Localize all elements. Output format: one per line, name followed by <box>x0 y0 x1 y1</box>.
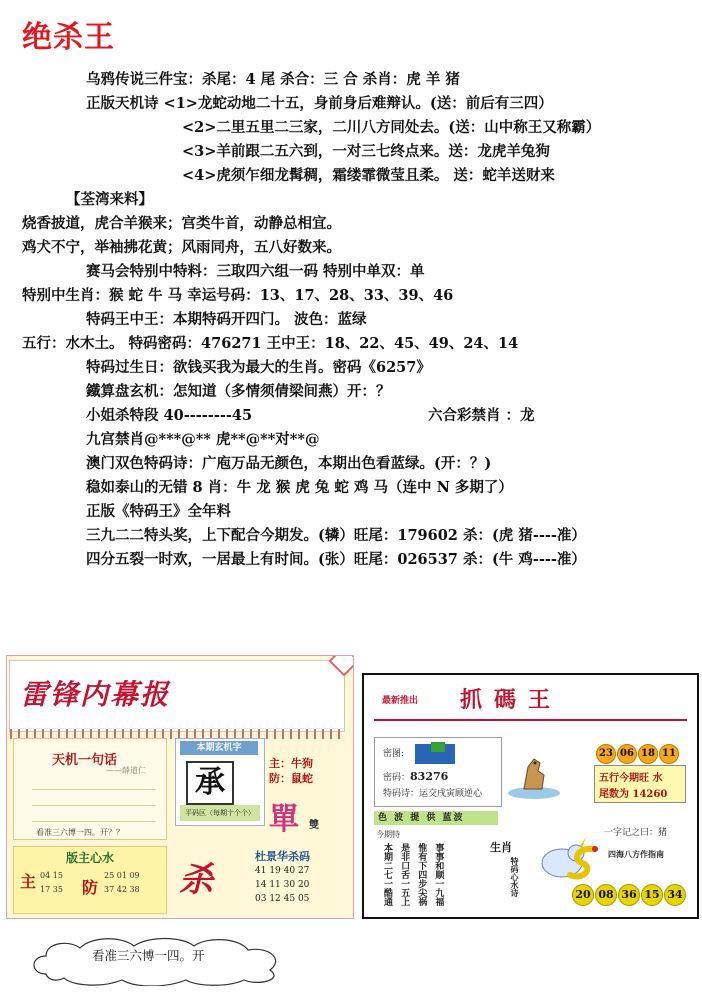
text-line: 特码过生日：欲钱买我为最大的生肖。密码《6257》 <box>86 359 431 376</box>
zhuamawang-panel <box>362 673 699 919</box>
leifeng-panel <box>6 655 354 919</box>
leifeng-title: 雷锋内幕报 <box>20 678 171 711</box>
text-line: 鐵算盘玄机：怎知道（多情须倩梁间燕）开：？ <box>86 383 391 400</box>
dsh-grid <box>255 864 309 906</box>
tianji-title: 天机一句话 <box>52 753 118 768</box>
banzhu-box <box>13 846 167 914</box>
temashi-row <box>383 786 482 799</box>
bose-band: 色 波 提 供 蓝波 <box>374 811 498 825</box>
number-ball: 34 <box>664 884 686 906</box>
dsh-title: 杜景华杀码 <box>255 850 310 863</box>
banzhu-zhu: 主 <box>20 872 37 891</box>
tianji-sub: ——薛道仁 <box>106 766 146 775</box>
temashi-label: 特码诗： <box>383 789 420 799</box>
text-line: 乌鸦传说三件宝：杀尾：4 尾 杀合：三 合 杀肖：虎 羊 猪 <box>86 71 460 88</box>
sihai-label: 四海八方作指南 <box>608 849 664 859</box>
divider <box>32 805 156 806</box>
fang-label: 防：鼠蛇 <box>269 772 313 785</box>
zhuamawang-title: 抓碼王 <box>460 687 563 713</box>
text-line: <3>羊前跟二五六到，一对三七终点来。送：龙虎羊兔狗 <box>182 143 550 160</box>
mima-row <box>383 770 448 783</box>
zhu-fang-labels <box>269 756 313 786</box>
dsh-row: 41 19 40 27 <box>255 866 310 876</box>
text-line: 稳如泰山的无错 8 肖：牛 龙 猴 虎 兔 蛇 鸡 马（连中 N 多期了） <box>86 479 513 496</box>
number-ball: 20 <box>572 884 594 906</box>
text-line: 鸡犬不宁，举袖拂花黄；风雨同舟，五八好数来。 <box>22 239 341 256</box>
cloud-text: 看准三六博一四。开 <box>92 948 205 963</box>
temashi-value: 运交戌寅顾逆心 <box>419 789 483 799</box>
text-line: 赛马会特别中特料：三取四六组一码 特别中单双：单 <box>86 263 425 280</box>
poem-column: 是非口舌一五上 <box>399 843 410 906</box>
mima-value: 83276 <box>410 770 449 783</box>
xuanji-char: 承 <box>186 761 234 805</box>
dsh-row: 03 12 45 05 <box>255 894 310 904</box>
divider <box>32 789 156 790</box>
mima-label: 密码： <box>383 773 411 783</box>
divider <box>32 821 156 822</box>
text-line: <2>二里五里二三家，二川八方同处去。(送：山中称王又称霸） <box>182 119 601 136</box>
mima-box <box>374 737 502 807</box>
tianji-box <box>13 738 167 840</box>
balls-top <box>596 741 680 764</box>
shengxiao-label: 生肖 <box>490 841 512 854</box>
text-line: 特码王中王：本期特码开四门。 波色：蓝绿 <box>86 311 367 328</box>
poem-column: 事事和顺一九福 <box>433 843 444 906</box>
number-ball: 36 <box>618 884 640 906</box>
dsh-row: 14 11 30 20 <box>255 880 310 890</box>
poem-column: 本期二七一酷通 <box>382 843 392 906</box>
text-line: 小姐杀特段 40--------45 <box>86 407 253 424</box>
number-ball: 23 <box>596 744 616 764</box>
sha-char: 杀 <box>179 860 213 900</box>
banzhu-title: 版主心水 <box>66 851 115 865</box>
fang-nums: 25 01 09 <box>104 871 140 880</box>
text-line: 三九二二特头奖，上下配合今期发。(辚）旺尾：179602 杀：(虎 猪----准） <box>86 527 586 544</box>
text-line: 四分五裂一时欢，一居最上有时间。(张）旺尾：026537 杀：(牛 鸡----准） <box>86 551 586 568</box>
yizi-label: 一字记之曰：猪 <box>604 828 668 838</box>
text-line: 【荃湾来料】 <box>66 191 153 208</box>
number-ball: 11 <box>659 744 679 764</box>
text-line: 特别中生肖：猴 蛇 牛 马 幸运号码：13、17、28、33、39、46 <box>22 287 454 304</box>
divider <box>374 719 687 721</box>
mima-image-label: 密图: <box>383 749 405 759</box>
mima-image-icon <box>431 742 445 752</box>
text-line: <4>虎须乍细龙髯稠，霜缕霏微莹且柔。 送：蛇羊送财来 <box>182 167 555 184</box>
text-line: 澳门双色特码诗：广庖万品无颜色，本期出色看蓝绿。(开：？) <box>86 455 492 472</box>
number-ball: 06 <box>617 744 637 764</box>
number-ball: 15 <box>641 884 663 906</box>
leifeng-header <box>9 660 345 732</box>
text-line: 正版天机诗 <1>龙蛇动地二十五，身前身后难辩认。(送：前后有三四） <box>86 95 553 112</box>
text-line: 正版《特码王》全年料 <box>86 503 231 520</box>
jinqi-label: 今期特 <box>376 830 400 839</box>
text-line: 九宫禁肖@***@** 虎**@**对**@ <box>86 431 320 448</box>
shuang-char: 雙 <box>309 820 319 831</box>
banzhu-fang: 防 <box>82 878 99 897</box>
tianji-note: 看准三六博一四。开？？ <box>36 828 124 837</box>
fang-nums: 37 42 38 <box>104 885 140 894</box>
poem-columns <box>378 843 443 909</box>
text-line: 五行：水木土。 特码密码：476271 王中王：18、22、45、49、24、14 <box>22 335 519 352</box>
text-line: 烧香披道，虎合羊猴来；宫类牛首，动静总相宜。 <box>22 215 341 232</box>
pingqu-bar: 平码区（每期十个个） <box>180 805 260 821</box>
temapoem-label: 特码心水诗 <box>510 857 520 897</box>
zhu-nums: 04 15 <box>40 871 63 880</box>
zhu-label: 主：牛狗 <box>269 757 313 770</box>
zhu-nums: 17 35 <box>40 885 63 894</box>
number-ball: 08 <box>595 884 617 906</box>
xuanji-box <box>175 738 265 826</box>
page-title: 绝杀王 <box>22 20 115 55</box>
wuxing-line: 五行今期旺 水 <box>599 773 663 784</box>
text-line: 六合彩禁肖 ：龙 <box>428 407 535 424</box>
dan-char: 單 <box>269 802 299 837</box>
poem-column: 惟有下四步尖祸 <box>416 843 427 906</box>
xuanji-head: 本期玄机字 <box>180 741 258 755</box>
balls-bottom <box>572 883 687 906</box>
latest-label: 最新推出 <box>382 696 419 706</box>
weishu-line: 尾数为 14260 <box>599 789 668 800</box>
snake-icon <box>564 841 604 881</box>
number-ball: 18 <box>638 744 658 764</box>
horse-icon <box>504 749 564 801</box>
wuxing-box <box>594 765 686 803</box>
